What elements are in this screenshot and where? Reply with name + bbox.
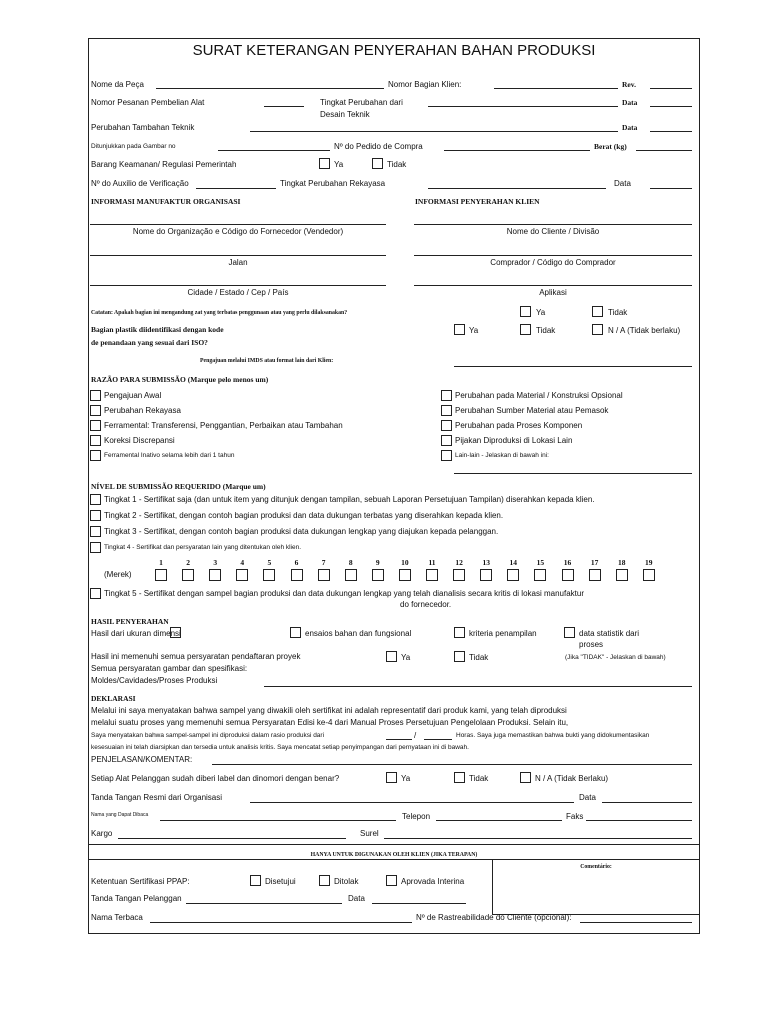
imds-field[interactable] [454, 366, 692, 367]
merek-checkbox[interactable] [209, 569, 221, 581]
semua-persyaratan-label: Semua persyaratan gambar dan spesifikasi: [91, 664, 248, 673]
razao-right-item-checkbox[interactable] [441, 405, 452, 416]
cidade-field[interactable] [90, 285, 386, 286]
merek-number: 13 [482, 558, 490, 567]
data-label-1: Data [622, 98, 638, 107]
catatan-ya-checkbox[interactable] [520, 306, 531, 317]
memenuhi-tidak-checkbox[interactable] [454, 651, 465, 662]
rasio-field-1[interactable] [386, 739, 412, 740]
lain-lain-field[interactable] [454, 473, 692, 474]
tingkat-perubahan-field[interactable] [428, 106, 618, 107]
nomor-bagian-klien-field[interactable] [494, 88, 618, 89]
nomor-bagian-klien-label: Nomor Bagian Klien: [388, 80, 462, 89]
penjelasan-field[interactable] [212, 764, 692, 765]
merek-number: 10 [401, 558, 409, 567]
ditunjukkan-field[interactable] [218, 150, 330, 151]
ditolak-checkbox[interactable] [319, 875, 330, 886]
merek-checkbox[interactable] [236, 569, 248, 581]
nivel-section-title: NÍVEL DE SUBMISSÃO REQUERIDO (Marque um) [91, 482, 266, 491]
klien-data-label: Data [348, 894, 365, 903]
tingkat-5-label-2: do fornecedor. [400, 600, 452, 609]
aplikasi-field[interactable] [414, 285, 692, 286]
aplikasi-label: Aplikasi [539, 288, 567, 297]
merek-label: (Merek) [104, 570, 132, 579]
merek-number: 6 [294, 558, 299, 567]
deklarasi-p3: Saya menyatakan bahwa sampel-sampel ini diproduksi dalam rasio produksi dari [91, 732, 325, 739]
data-label-2: Data [622, 123, 638, 132]
auxilio-label: Nº do Auxilio de Verificação [91, 179, 189, 188]
merek-checkbox[interactable] [507, 569, 519, 581]
hasil-ukuran-label: Hasil dari ukuran dimensi [91, 629, 181, 638]
tingkat-3-label: Tingkat 3 - Sertifikat, dengan contoh bagian produksi data dukungan lengkap yang diajukan kepada pelanggan. [104, 527, 499, 536]
catatan-tidak-checkbox[interactable] [592, 306, 603, 317]
surel-field[interactable] [384, 838, 692, 839]
tingkat-perubahan-label-1: Tingkat Perubahan dari [320, 98, 403, 107]
hasil-statistik-label-1: data statistik dari [579, 629, 640, 638]
deklarasi-p2: melalui suatu proses yang memenuhi semua Persyaratan Edisi ke-4 dari Manual Proses Persetujuan Pengelolaan Produksi. Selain itu, [91, 718, 569, 727]
merek-checkbox[interactable] [426, 569, 438, 581]
tanda-tangan-field[interactable] [250, 802, 574, 803]
plastik-tidak-label: Tidak [536, 326, 556, 335]
imds-label: Pengajuan melalui IMDS atau format lain dari Klien: [200, 358, 334, 364]
setiap-ya-label: Ya [401, 774, 411, 783]
deklarasi-p1: Melalui ini saya menyatakan bahwa sampel yang diwakili oleh sertifikat ini adalah representatif dari produk kami, yang telah diproduksi [91, 706, 567, 715]
rasio-slash: / [414, 731, 417, 740]
pedido-compra-label: Nº do Pedido de Compra [334, 142, 423, 151]
razao-left-item-checkbox[interactable] [90, 435, 101, 446]
nama-dibaca-field[interactable] [160, 820, 396, 821]
tingkat-5-checkbox[interactable] [90, 588, 101, 599]
keamanan-ya-checkbox[interactable] [319, 158, 330, 169]
razao-left-item-label: Ferramental: Transferensi, Penggantian, Perbaikan atau Tambahan [104, 421, 343, 430]
razao-right-item-checkbox[interactable] [441, 435, 452, 446]
cidade-label: Cidade / Estado / Cep / País [187, 288, 289, 297]
berat-field[interactable] [636, 150, 692, 151]
aprovada-label: Aprovada Interina [401, 877, 465, 886]
tingkat-rekayasa-field[interactable] [428, 188, 606, 189]
merek-number: 11 [428, 558, 436, 567]
razao-right-item-label: Pijakan Diproduksi di Lokasi Lain [455, 436, 573, 445]
hasil-section-title: HASIL PENYERAHAN [91, 617, 169, 626]
rastreabilidade-label: Nº de Rastreabilidade do Cliente (opcional): [416, 913, 572, 922]
razao-right-item-checkbox[interactable] [441, 450, 452, 461]
page-title: SURAT KETERANGAN PENYERAHAN BAHAN PRODUKSI [192, 42, 596, 59]
ditunjukkan-label: Ditunjukkan pada Gambar no [91, 143, 176, 150]
tanda-data-label: Data [579, 793, 596, 802]
razao-right-item-checkbox[interactable] [441, 420, 452, 431]
hasil-kriteria-checkbox[interactable] [454, 627, 465, 638]
memenuhi-tidak-label: Tidak [469, 653, 489, 662]
hasil-statistik-checkbox[interactable] [564, 627, 575, 638]
barang-keamanan-label: Barang Keamanan/ Regulasi Pemerintah [91, 160, 237, 169]
memenuhi-label: Hasil ini memenuhi semua persyaratan pendaftaran proyek [91, 652, 301, 661]
merek-number: 17 [590, 558, 599, 567]
nome-cliente-label: Nome do Cliente / Divisão [506, 227, 600, 236]
razao-left-item-checkbox[interactable] [90, 405, 101, 416]
aprovada-checkbox[interactable] [386, 875, 397, 886]
kargo-label: Kargo [91, 829, 113, 838]
razao-left-item-label: Pengajuan Awal [104, 391, 162, 400]
merek-checkbox[interactable] [480, 569, 492, 581]
keamanan-tidak-checkbox[interactable] [372, 158, 383, 169]
setiap-tidak-checkbox[interactable] [454, 772, 465, 783]
keamanan-tidak-label: Tidak [387, 160, 407, 169]
memenuhi-ya-checkbox[interactable] [386, 651, 397, 662]
hasil-ukuran-checkbox[interactable] [170, 627, 181, 638]
deklarasi-p3b: Horas. Saya juga memastikan bahwa bukti yang didokumentasikan [456, 732, 650, 739]
klien-section-title: HANYA UNTUK DIGUNAKAN OLEH KLIEN (JIKA TERAPAN) [310, 852, 478, 858]
catatan-tidak-label: Tidak [608, 308, 628, 317]
moldes-field[interactable] [264, 686, 692, 687]
auxilio-field[interactable] [196, 188, 276, 189]
faks-field[interactable] [586, 820, 692, 821]
tingkat-1-label: Tingkat 1 - Sertifikat saja (dan untuk item yang ditunjuk dengan tampilan, sebuah Laporan Persetujuan Tampilan) diserahkan kepada klien. [104, 495, 595, 504]
merek-number: 2 [186, 558, 190, 567]
hasil-statistik-label-2: proses [579, 640, 604, 649]
nome-org-field[interactable] [90, 224, 386, 225]
merek-number: 18 [617, 558, 626, 567]
tingkat-3-checkbox[interactable] [90, 526, 101, 537]
berat-label: Berat (kg) [594, 142, 627, 151]
data-label-3: Data [614, 179, 631, 188]
tingkat-4-checkbox[interactable] [90, 542, 101, 553]
plastik-na-label: N / A (Tidak berlaku) [608, 326, 681, 335]
nome-org-label: Nome do Organização e Código do Fornecedor (Vendedor) [132, 227, 344, 236]
disetujui-label: Disetujui [265, 877, 296, 886]
nama-dibaca-label: Nama yang Dapat Dibaca [91, 812, 149, 818]
plastik-label-2: de penandaan yang sesuai dari ISO? [91, 338, 208, 347]
tingkat-2-label: Tingkat 2 - Sertifikat, dengan contoh bagian produksi dan data dukungan terbatas yang diserahkan kepada klien. [104, 511, 504, 520]
merek-checkbox[interactable] [589, 569, 601, 581]
perubahan-tambahan-field[interactable] [250, 131, 618, 132]
telepon-field[interactable] [436, 820, 562, 821]
merek-checkbox[interactable] [453, 569, 465, 581]
disetujui-checkbox[interactable] [250, 875, 261, 886]
merek-checkbox[interactable] [155, 569, 167, 581]
kargo-field[interactable] [118, 838, 346, 839]
tingkat-5-label-1: Tingkat 5 - Sertifikat dengan sampel bagian produksi dan data dukungan lengkap yang telah dianalisis secara kritis di lokasi manufaktur [104, 589, 584, 598]
nome-peca-field[interactable] [156, 88, 384, 89]
tingkat-2-checkbox[interactable] [90, 510, 101, 521]
merek-number: 12 [455, 558, 463, 567]
plastik-label-1: Bagian plastik diidentifikasi dengan kode [91, 325, 224, 334]
setiap-na-checkbox[interactable] [520, 772, 531, 783]
tingkat-1-checkbox[interactable] [90, 494, 101, 505]
razao-right-item-label: Lain-lain - Jelaskan di bawah ini: [455, 452, 549, 459]
deklarasi-section-title: DEKLARASI [91, 694, 136, 703]
comprador-label: Comprador / Código do Comprador [490, 258, 616, 267]
merek-checkbox[interactable] [562, 569, 574, 581]
comprador-field[interactable] [414, 255, 692, 256]
penjelasan-label: PENJELASAN/KOMENTAR: [91, 755, 193, 764]
merek-checkbox[interactable] [643, 569, 655, 581]
razao-section-title: RAZÃO PARA SUBMISSÃO (Marque pelo menos um) [91, 375, 269, 384]
rev-field[interactable] [650, 88, 692, 89]
data-field-1[interactable] [650, 106, 692, 107]
jalan-label: Jalan [228, 258, 248, 267]
catatan-ya-label: Ya [536, 308, 546, 317]
merek-number: 1 [159, 558, 163, 567]
razao-left-item-checkbox[interactable] [90, 420, 101, 431]
merek-checkbox[interactable] [399, 569, 411, 581]
merek-number: 19 [645, 558, 653, 567]
tanda-pelanggan-label: Tanda Tangan Pelanggan [91, 894, 182, 903]
merek-number: 7 [321, 558, 326, 567]
nome-peca-label: Nome da Peça [91, 80, 144, 89]
hasil-ensaios-checkbox[interactable] [290, 627, 301, 638]
merek-checkbox[interactable] [534, 569, 546, 581]
tanda-data-field[interactable] [602, 802, 692, 803]
setiap-alat-label: Setiap Alat Pelanggan sudah diberi label dan dinomori dengan benar? [91, 774, 340, 783]
merek-number: 15 [536, 558, 545, 567]
memenuhi-ya-label: Ya [401, 653, 411, 662]
razao-left-item-checkbox[interactable] [90, 390, 101, 401]
rastreabilidade-field[interactable] [580, 922, 692, 923]
plastik-tidak-checkbox[interactable] [520, 324, 531, 335]
nome-cliente-field[interactable] [414, 224, 692, 225]
klien-data-field[interactable] [372, 903, 466, 904]
tingkat-rekayasa-label: Tingkat Perubahan Rekayasa [280, 179, 386, 188]
klien-divider-top [88, 844, 700, 845]
merek-number: 3 [213, 558, 218, 567]
merek-checkbox[interactable] [345, 569, 357, 581]
setiap-ya-checkbox[interactable] [386, 772, 397, 783]
data-field-3[interactable] [650, 188, 692, 189]
plastik-ya-label: Ya [469, 326, 479, 335]
razao-left-item-label: Ferramental Inativo selama lebih dari 1 tahun [104, 452, 235, 459]
deklarasi-p4: kesesuaian ini telah diarsipkan dan tersedia untuk analisis kritis. Saya mencatat setiap penyimpangan dari pernyataan ini di bawah. [91, 744, 469, 751]
rev-label: Rev. [622, 80, 636, 89]
razao-right-item-checkbox[interactable] [441, 390, 452, 401]
jika-tidak-note: (Jika "TIDAK" - Jelaskan di bawah) [565, 654, 666, 661]
setiap-na-label: N / A (Tidak Berlaku) [535, 774, 609, 783]
merek-checkbox[interactable] [372, 569, 384, 581]
razao-right-item-label: Perubahan pada Proses Komponen [455, 421, 583, 430]
perubahan-tambahan-label: Perubahan Tambahan Teknik [91, 123, 195, 132]
merek-checkbox[interactable] [263, 569, 275, 581]
setiap-tidak-label: Tidak [469, 774, 489, 783]
data-field-2[interactable] [650, 131, 692, 132]
ketentuan-label: Ketentuan Sertifikasi PPAP: [91, 877, 190, 886]
merek-checkbox[interactable] [318, 569, 330, 581]
razao-left-item-label: Perubahan Rekayasa [104, 406, 181, 415]
rasio-field-2[interactable] [424, 739, 452, 740]
faks-label: Faks [566, 812, 584, 821]
merek-number: 5 [267, 558, 272, 567]
tanda-tangan-label: Tanda Tangan Resmi dari Organisasi [91, 793, 223, 802]
org-section-title: INFORMASI MANUFAKTUR ORGANISASI [91, 197, 241, 206]
ditolak-label: Ditolak [334, 877, 359, 886]
hasil-kriteria-label: kriteria penampilan [469, 629, 537, 638]
hasil-ensaios-label: ensaios bahan dan fungsional [305, 629, 412, 638]
merek-checkbox[interactable] [616, 569, 628, 581]
merek-number: 14 [509, 558, 518, 567]
jalan-field[interactable] [90, 255, 386, 256]
telepon-label: Telepon [402, 812, 431, 821]
pedido-compra-field[interactable] [444, 150, 590, 151]
nama-terbaca-field[interactable] [150, 922, 412, 923]
keamanan-ya-label: Ya [334, 160, 344, 169]
nama-terbaca-label: Nama Terbaca [91, 913, 143, 922]
razao-left-item-label: Koreksi Discrepansi [104, 436, 175, 445]
merek-checkbox[interactable] [182, 569, 194, 581]
razao-right-item-label: Perubahan pada Material / Konstruksi Opsional [455, 391, 623, 400]
plastik-ya-checkbox[interactable] [454, 324, 465, 335]
razao-left-item-checkbox[interactable] [90, 450, 101, 461]
merek-number: 8 [348, 558, 353, 567]
merek-number: 4 [240, 558, 245, 567]
razao-right-item-label: Perubahan Sumber Material atau Pemasok [455, 406, 609, 415]
nomor-pesanan-field[interactable] [264, 106, 304, 107]
moldes-label: Moldes/Cavidades/Proses Produksi [91, 676, 218, 685]
plastik-na-checkbox[interactable] [592, 324, 603, 335]
tingkat-4-label: Tingkat 4 - Sertifikat dan persyaratan lain yang ditentukan oleh klien. [104, 544, 302, 551]
surel-label: Surel [360, 829, 379, 838]
klien-section-title: INFORMASI PENYERAHAN KLIEN [415, 197, 540, 206]
comentario-label: Comentário: [580, 864, 612, 870]
merek-checkbox[interactable] [291, 569, 303, 581]
merek-number: 16 [563, 558, 572, 567]
tanda-pelanggan-field[interactable] [186, 903, 342, 904]
merek-number: 9 [375, 558, 380, 567]
catatan-text: Catatan: Apakah bagian ini mengandung zat yang terbatas penggunaan atau yang perlu dilaksanakan? [91, 310, 348, 316]
tingkat-perubahan-label-2: Desain Teknik [320, 110, 370, 119]
nomor-pesanan-label: Nomor Pesanan Pembelian Alat [91, 98, 205, 107]
